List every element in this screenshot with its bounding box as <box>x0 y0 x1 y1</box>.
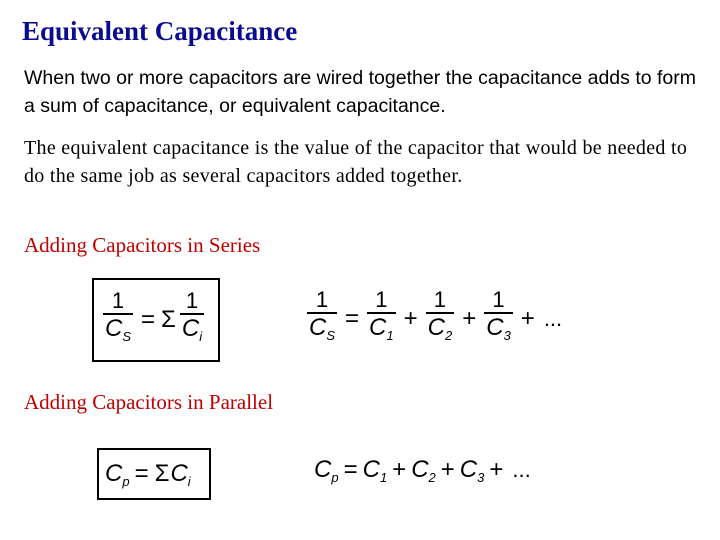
term-variable: C <box>459 455 478 483</box>
fraction-denominator: C <box>369 314 387 341</box>
fraction-numerator: 1 <box>492 287 505 312</box>
subscript: p <box>331 469 339 485</box>
subscript: 1 <box>386 328 394 343</box>
ellipsis: ... <box>543 306 563 331</box>
subscript: 3 <box>503 328 511 343</box>
series-term-fraction <box>484 288 513 350</box>
subscript: S <box>326 328 336 343</box>
subscript: 1 <box>379 469 388 485</box>
parallel-formula-boxed <box>97 448 211 500</box>
parallel-formula-expanded <box>314 448 564 492</box>
fraction-numerator: 1 <box>315 287 329 312</box>
subscript: 3 <box>477 469 485 485</box>
fraction-numerator: 1 <box>185 288 199 313</box>
series-boxed-rhs-fraction <box>180 289 204 351</box>
rhs-variable: C <box>170 459 188 487</box>
fraction-denominator: C <box>427 314 445 341</box>
plus-sign: + <box>392 456 407 483</box>
subscript: i <box>199 329 203 344</box>
series-formula-boxed <box>92 278 220 362</box>
term-variable: C <box>411 455 429 483</box>
page-title: Equivalent Capacitance <box>22 16 298 46</box>
intro-paragraph: When two or more capacitors are wired together the capacitance adds to form a sum of capacitance, or equivalent capacitance. <box>24 67 696 117</box>
subscript: i <box>187 473 191 489</box>
plus-sign: + <box>440 456 455 483</box>
fraction-denominator: C <box>181 315 200 342</box>
plus-sign: + <box>489 456 504 483</box>
subscript: p <box>122 473 130 489</box>
equals-sign: = <box>141 306 156 333</box>
fraction-denominator: C <box>105 315 123 342</box>
plus-sign: + <box>403 305 418 332</box>
series-boxed-lhs-fraction <box>103 289 133 351</box>
lhs-variable: C <box>314 455 332 483</box>
equals-sign: = <box>345 305 360 332</box>
sigma-symbol: Σ <box>161 306 176 333</box>
term-variable: C <box>362 455 380 483</box>
fraction-denominator: C <box>309 314 327 341</box>
series-formula-expanded <box>304 283 564 355</box>
series-term-fraction <box>426 288 455 350</box>
subscript: 2 <box>444 328 453 343</box>
fraction-numerator: 1 <box>375 287 388 312</box>
fraction-denominator: C <box>486 314 504 341</box>
lhs-variable: C <box>105 459 123 487</box>
subscript: S <box>122 329 132 344</box>
ellipsis: ... <box>512 457 531 482</box>
fraction-numerator: 1 <box>111 288 125 313</box>
definition-paragraph: The equivalent capacitance is the value of the capacitor that would be needed to do the same job as several capacitors added together. <box>24 137 688 187</box>
subscript: 2 <box>428 469 436 485</box>
equals-sign: = <box>134 460 149 487</box>
fraction-numerator: 1 <box>433 287 447 312</box>
plus-sign: + <box>462 305 477 332</box>
sigma-symbol: Σ <box>154 460 170 487</box>
equals-sign: = <box>343 456 358 483</box>
series-heading: Adding Capacitors in Series <box>24 233 261 257</box>
plus-sign: + <box>520 305 535 332</box>
series-expanded-lhs-fraction <box>307 288 337 350</box>
parallel-heading: Adding Capacitors in Parallel <box>24 390 274 414</box>
series-term-fraction <box>367 288 396 350</box>
